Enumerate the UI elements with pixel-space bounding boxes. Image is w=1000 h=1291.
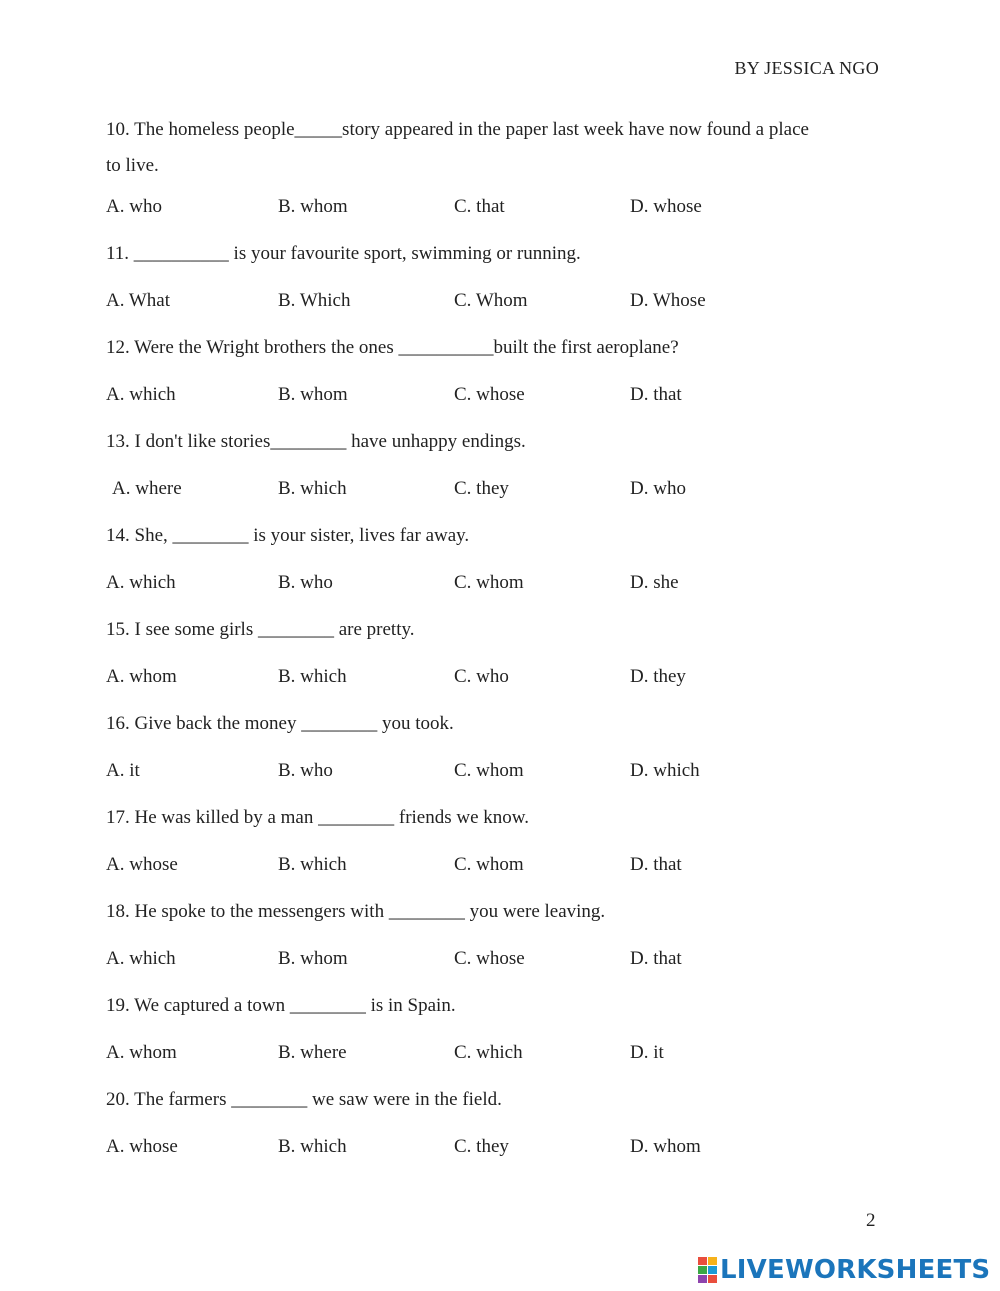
question-text: 18. He spoke to the messengers with ________ you were leaving. xyxy=(106,901,606,922)
options-row xyxy=(106,946,896,993)
logo-block xyxy=(708,1275,717,1283)
question-20 xyxy=(106,1087,896,1181)
option-b[interactable]: B. which xyxy=(278,854,347,875)
logo-block xyxy=(698,1275,707,1283)
option-d[interactable]: D. that xyxy=(630,854,682,875)
option-d[interactable]: D. whom xyxy=(630,1136,701,1157)
option-b[interactable]: B. who xyxy=(278,572,333,593)
option-a[interactable]: A. who xyxy=(106,196,162,217)
option-b[interactable]: B. whom xyxy=(278,196,348,217)
question-text: 19. We captured a town ________ is in Spain. xyxy=(106,995,456,1016)
option-b[interactable]: B. which xyxy=(278,478,347,499)
brand-name xyxy=(720,1255,990,1285)
option-c[interactable]: C. whom xyxy=(454,572,524,593)
logo-block xyxy=(698,1257,707,1265)
option-a[interactable]: A. which xyxy=(106,572,176,593)
options-row xyxy=(106,570,896,617)
question-text: 20. The farmers ________ we saw were in the field. xyxy=(106,1089,502,1110)
option-a[interactable]: A. whom xyxy=(106,666,177,687)
option-a[interactable]: A. whom xyxy=(106,1042,177,1063)
options-row xyxy=(106,664,896,711)
author-header: BY JESSICA NGO xyxy=(734,58,879,78)
option-a[interactable]: A. where xyxy=(112,478,182,499)
question-12 xyxy=(106,335,896,429)
option-c[interactable]: C. whose xyxy=(454,384,525,405)
question-text: 14. She, ________ is your sister, lives far away. xyxy=(106,525,470,546)
option-c[interactable]: C. they xyxy=(454,1136,509,1157)
options-row xyxy=(106,382,896,429)
options-row xyxy=(106,758,896,805)
question-text: 16. Give back the money ________ you took. xyxy=(106,713,454,734)
option-b[interactable]: B. which xyxy=(278,666,347,687)
option-c[interactable]: C. whom xyxy=(454,854,524,875)
options-row xyxy=(106,194,896,241)
question-list xyxy=(106,112,896,1181)
option-d[interactable]: D. she xyxy=(630,572,679,593)
option-b[interactable]: B. which xyxy=(278,1136,347,1157)
option-b[interactable]: B. whom xyxy=(278,384,348,405)
question-text: 17. He was killed by a man ________ friends we know. xyxy=(106,807,530,828)
question-11 xyxy=(106,241,896,335)
option-b[interactable]: B. who xyxy=(278,760,333,781)
liveworksheets-logo[interactable] xyxy=(698,1256,990,1284)
option-b[interactable]: B. Which xyxy=(278,290,351,311)
option-b[interactable]: B. whom xyxy=(278,948,348,969)
options-row xyxy=(106,1040,896,1087)
option-c[interactable]: C. Whom xyxy=(454,290,528,311)
option-a[interactable]: A. What xyxy=(106,290,171,311)
logo-block xyxy=(708,1266,717,1274)
question-text: 15. I see some girls ________ are pretty. xyxy=(106,619,415,640)
question-text: 12. Were the Wright brothers the ones __________built the first aeroplane? xyxy=(106,337,679,358)
option-a[interactable]: A. which xyxy=(106,384,176,405)
question-text: 13. I don't like stories________ have unhappy endings. xyxy=(106,431,526,452)
question-13 xyxy=(106,429,896,523)
logo-block xyxy=(708,1257,717,1265)
option-d[interactable]: D. Whose xyxy=(630,290,706,311)
option-d[interactable]: D. whose xyxy=(630,196,702,217)
option-d[interactable]: D. that xyxy=(630,948,682,969)
question-text-continued: to live. xyxy=(106,155,159,176)
question-18 xyxy=(106,899,896,993)
option-d[interactable]: D. they xyxy=(630,666,686,687)
option-d[interactable]: D. it xyxy=(630,1042,664,1063)
logo-blocks-icon xyxy=(698,1257,717,1283)
option-a[interactable]: A. which xyxy=(106,948,176,969)
option-d[interactable]: D. which xyxy=(630,760,700,781)
logo-block xyxy=(698,1266,707,1274)
question-16 xyxy=(106,711,896,805)
options-row xyxy=(106,852,896,899)
option-c[interactable]: C. whose xyxy=(454,948,525,969)
question-text: 11. __________ is your favourite sport, swimming or running. xyxy=(106,243,581,264)
question-19 xyxy=(106,993,896,1087)
options-row xyxy=(106,476,896,523)
brand-suffix: WORKSHEETS xyxy=(784,1255,991,1285)
brand-prefix: LIVE xyxy=(720,1255,785,1285)
question-14 xyxy=(106,523,896,617)
options-row xyxy=(106,1134,896,1181)
option-c[interactable]: C. whom xyxy=(454,760,524,781)
option-c[interactable]: C. which xyxy=(454,1042,523,1063)
option-a[interactable]: A. whose xyxy=(106,1136,178,1157)
question-15 xyxy=(106,617,896,711)
option-d[interactable]: D. who xyxy=(630,478,686,499)
question-10 xyxy=(106,112,896,241)
option-c[interactable]: C. that xyxy=(454,196,505,217)
page-number: 2 xyxy=(866,1210,876,1231)
option-c[interactable]: C. they xyxy=(454,478,509,499)
option-d[interactable]: D. that xyxy=(630,384,682,405)
options-row xyxy=(106,288,896,335)
option-b[interactable]: B. where xyxy=(278,1042,347,1063)
question-17 xyxy=(106,805,896,899)
option-c[interactable]: C. who xyxy=(454,666,509,687)
option-a[interactable]: A. whose xyxy=(106,854,178,875)
option-a[interactable]: A. it xyxy=(106,760,140,781)
question-text: 10. The homeless people_____story appeared in the paper last week have now found a place xyxy=(106,119,809,140)
